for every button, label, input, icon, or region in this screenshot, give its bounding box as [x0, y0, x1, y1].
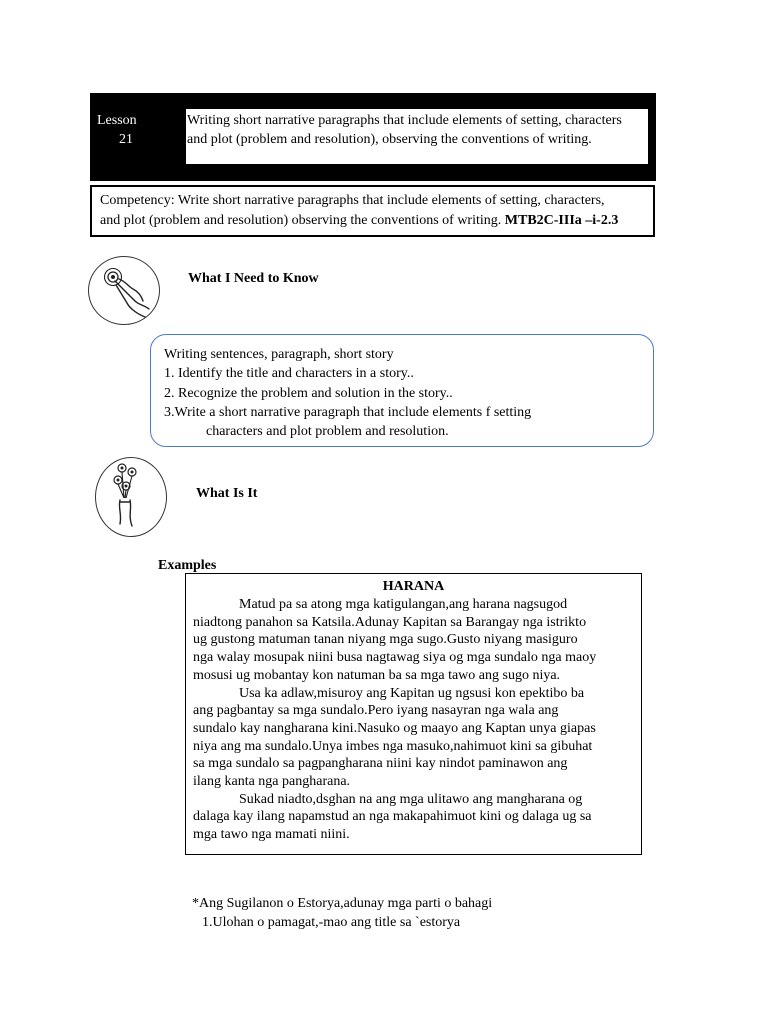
story-line: sa mga sundalo sa pagpangharana niini kay nindot paminawon ang — [193, 756, 568, 772]
competency-line — [100, 211, 650, 231]
lesson-label-text: Lesson — [97, 113, 137, 128]
note-line: 1.Ulohan o pamagat,-mao ang title sa `estorya — [202, 915, 461, 930]
notes — [192, 894, 612, 932]
objective-item: 2. Recognize the problem and solution in the story.. — [164, 385, 453, 401]
what-is-it-heading: What Is It — [196, 486, 258, 501]
story-line: Usa ka adlaw,misuroy ang Kapitan ug ngsusi kon epektibo ba — [239, 685, 585, 701]
story-line: sundalo kay nangharana kini.Nasuko og maayo ang Kaptan unya giapas — [193, 720, 596, 736]
objective-item: 1. Identify the title and characters in a story.. — [164, 366, 414, 382]
hand-holding-flowers-icon — [95, 457, 167, 537]
story-line: dalaga kay ilang napamstud an nga makapahimuot kini og dalaga ug sa — [193, 809, 592, 825]
story-line: ang pagbantay sa mga sundalo.Pero iyang nasayran nga wala ang — [193, 703, 559, 719]
lesson-title-line: and plot (problem and resolution), observing the conventions of writing. — [187, 132, 592, 147]
tapping-hand-icon — [88, 256, 160, 325]
objective-item: characters and plot problem and resolution. — [206, 424, 449, 440]
story-line: mga tawo nga mamati niini. — [193, 827, 350, 843]
story-line: mosusi ug mobantay kon natuman ba sa mga tawo ang sugo niya. — [193, 667, 561, 683]
lesson-title — [187, 111, 647, 149]
note-line: *Ang Sugilanon o Estorya,adunay mga parti o bahagi — [192, 896, 493, 911]
lesson-title-line: Writing short narrative paragraphs that include elements of setting, characters — [187, 113, 622, 128]
objective-item: Writing sentences, paragraph, short story — [164, 347, 394, 362]
story-line: niadtong panahon sa Katsila.Adunay Kapitan sa Barangay nga istrikto — [193, 614, 587, 630]
competency-code: MTB2C-IIIa –i-2.3 — [504, 213, 619, 228]
objective-item: 3.Write a short narrative paragraph that include elements f setting — [164, 404, 532, 420]
story-body — [193, 596, 638, 844]
what-i-need-to-know-heading: What I Need to Know — [188, 271, 319, 286]
story-line: nga walay mosupak niini busa nagtawag siya og mga sundalo nga maoy — [193, 650, 597, 666]
lesson-label — [97, 111, 157, 149]
competency-line: Competency: Write short narrative paragraphs that include elements of setting, characters, — [100, 193, 605, 208]
story-line: ilang kanta nga pangharana. — [193, 774, 351, 790]
story-line: ug gustong matuman tanan niyang mga sugo.Gusto niyang masiguro — [193, 632, 578, 648]
competency-line-text: and plot (problem and resolution) observing the conventions of writing. — [100, 213, 505, 228]
lesson-number: 21 — [119, 132, 133, 147]
story-title: HARANA — [382, 579, 445, 594]
story-line: Sukad niadto,dsghan na ang mga ulitawo ang mangharana og — [239, 791, 583, 807]
objectives-list — [164, 345, 644, 441]
examples-label: Examples — [158, 558, 217, 573]
story-line: niya ang ma sundalo.Unya imbes nga masuko,nahimuot kini sa gibuhat — [193, 738, 593, 754]
story-line: Matud pa sa atong mga katigulangan,ang harana nagsugod — [239, 597, 568, 612]
competency-text — [100, 191, 650, 231]
